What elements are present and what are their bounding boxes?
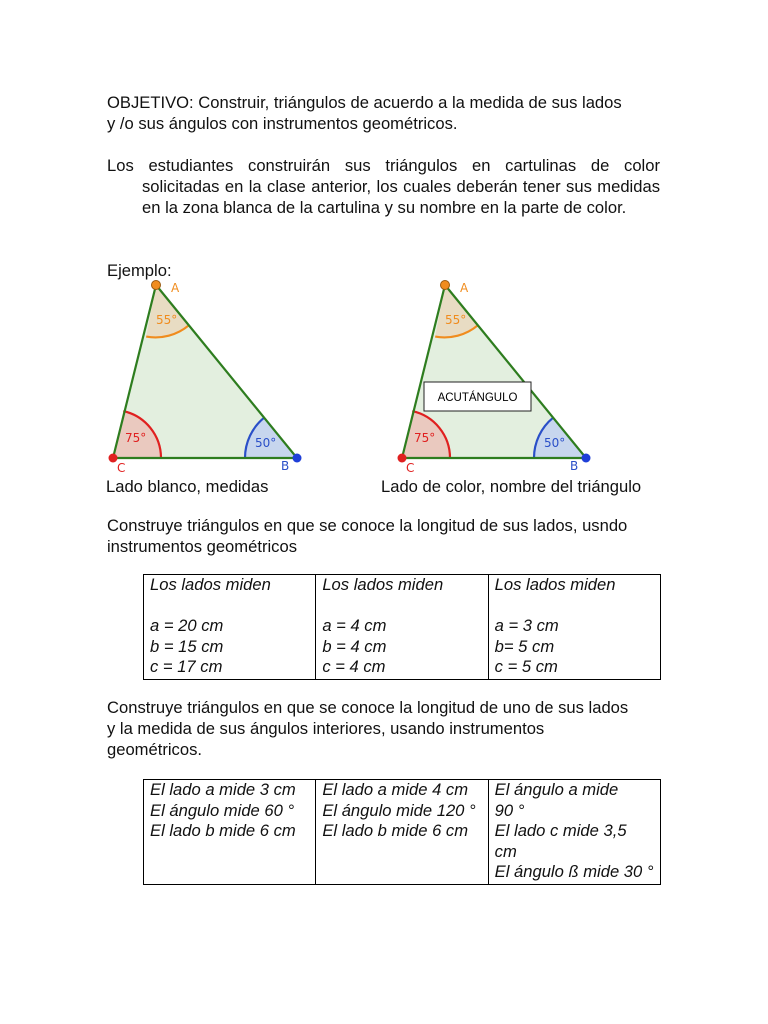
cell-text: El ángulo mide 60 °: [150, 800, 295, 820]
cell-heading: Los lados miden: [150, 575, 271, 594]
vertex-a-label: A: [171, 281, 180, 295]
angles-table: [143, 779, 661, 885]
objective-paragraph: [107, 92, 660, 134]
cell-text: El lado c mide 3,5: [494, 821, 627, 840]
vertex-c-label: C: [406, 461, 415, 474]
section1-line: instrumentos geométricos: [107, 537, 297, 556]
cell-value: b= 5 cm: [494, 636, 555, 656]
vertex-c-label: C: [117, 461, 126, 474]
cell-value: c = 5 cm: [494, 657, 558, 676]
table-row: [144, 780, 661, 885]
cell-value: b = 15 cm: [150, 636, 224, 656]
section2-line: geométricos.: [107, 740, 202, 759]
cell-text: El lado b mide 6 cm: [322, 821, 469, 840]
cell-value: a = 20 cm: [150, 616, 224, 635]
table-cell: [488, 780, 660, 885]
cell-text: El ángulo mide 120 °: [322, 800, 476, 820]
cell-text: 90 °: [494, 800, 525, 820]
name-box-label: ACUTÁNGULO: [437, 392, 518, 404]
cell-text: El ángulo a mide: [494, 780, 619, 799]
section2-line: y la medida de sus ángulos interiores, usando instrumentos: [107, 719, 545, 738]
table-cell: [144, 780, 316, 885]
example-label: Ejemplo:: [107, 261, 172, 280]
angle-c-label: 75°: [125, 431, 147, 445]
cell-text: El lado a mide 3 cm: [150, 780, 296, 799]
angle-a-label: 55°: [156, 313, 178, 327]
triangle-figure-right: [393, 278, 599, 474]
section1-paragraph: [107, 515, 660, 557]
vertex-b-label: B: [570, 459, 579, 473]
sides-table: [143, 574, 661, 680]
cell-heading: Los lados miden: [494, 575, 616, 594]
cell-heading: Los lados miden: [322, 575, 444, 594]
cell-value: a = 3 cm: [494, 616, 559, 635]
table-cell: [144, 575, 316, 680]
vertex-a-point: [152, 281, 161, 290]
objective-line: OBJETIVO: Construir, triángulos de acuerdo a la medida de sus lados: [107, 93, 622, 112]
cell-value: c = 17 cm: [150, 657, 223, 676]
triangle-figure-left: [104, 278, 310, 474]
caption-right: Lado de color, nombre del triángulo: [381, 477, 642, 496]
vertex-a-point: [441, 281, 450, 290]
cell-value: b = 4 cm: [322, 636, 387, 656]
table-row: [144, 575, 661, 680]
table-cell: [316, 780, 488, 885]
table-cell: [316, 575, 488, 680]
angle-b-label: 50°: [544, 436, 566, 450]
objective-line: y /o sus ángulos con instrumentos geométricos.: [107, 114, 458, 133]
cell-text: El lado a mide 4 cm: [322, 780, 469, 799]
cell-value: c = 4 cm: [322, 657, 386, 676]
cell-text: cm: [494, 841, 517, 861]
section1-line: Construye triángulos en que se conoce la longitud de sus lados, usndo: [107, 516, 628, 535]
vertex-b-point: [293, 454, 302, 463]
angle-b-label: 50°: [255, 436, 277, 450]
cell-text: El lado b mide 6 cm: [150, 821, 296, 840]
table-cell: [488, 575, 660, 680]
caption-left: Lado blanco, medidas: [106, 477, 269, 496]
vertex-a-label: A: [460, 281, 469, 295]
cell-value: a = 4 cm: [322, 616, 387, 635]
instructions-paragraph: Los estudiantes construirán sus triángulos en cartulinas de color solicitadas en la clase anterior, los cuales deberán tener sus medidas en la zona blanca de la cartulina y su nombre en la parte de color.: [107, 156, 660, 217]
cell-text: El ángulo ß mide 30 °: [494, 862, 654, 881]
vertex-b-label: B: [281, 459, 290, 473]
angle-a-label: 55°: [445, 313, 467, 327]
angle-c-label: 75°: [414, 431, 436, 445]
vertex-b-point: [582, 454, 591, 463]
section2-line: Construye triángulos en que se conoce la longitud de uno de sus lados: [107, 698, 629, 717]
section2-paragraph: [107, 697, 660, 760]
